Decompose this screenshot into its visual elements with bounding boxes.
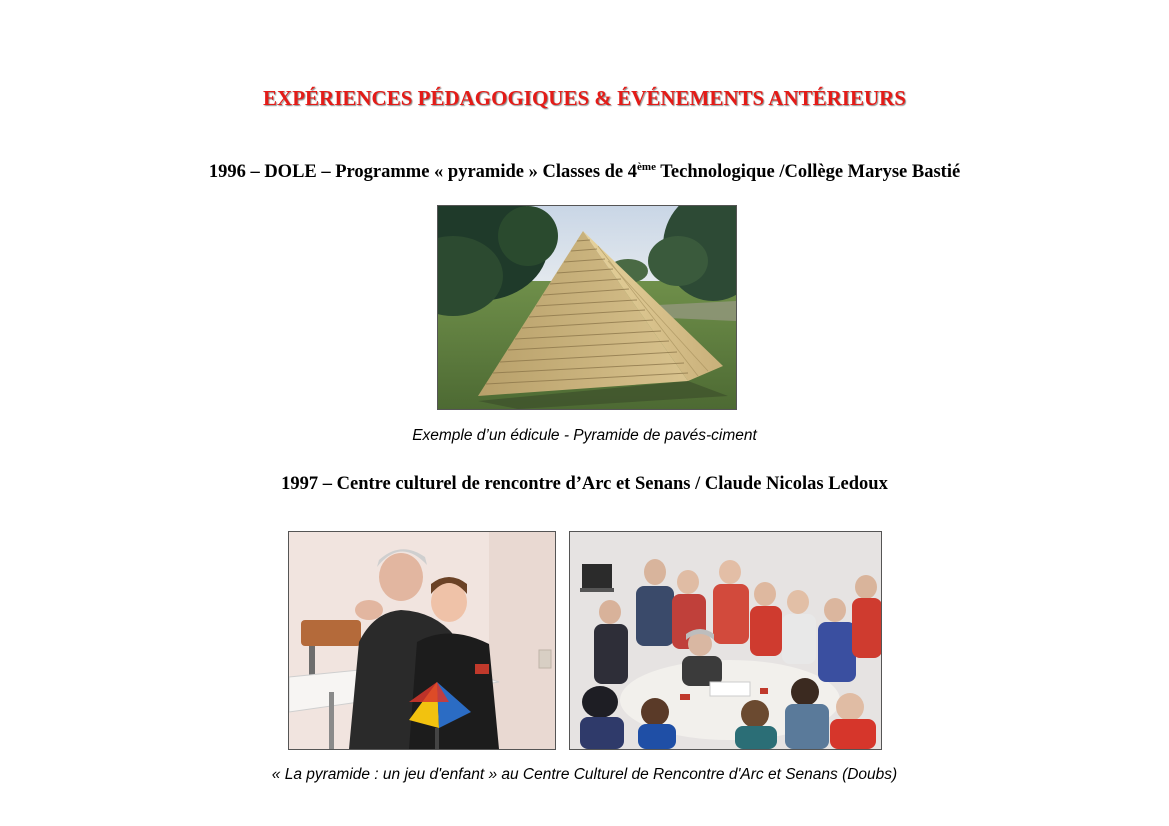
pyramid-photo — [437, 205, 737, 410]
arc-et-senans-caption: « La pyramide : un jeu d'enfant » au Centre Culturel de Rencontre d'Arc et Senans (Doubs) — [271, 766, 898, 783]
heading-1996-text: 1996 – DOLE – Programme « pyramide » Classes de 4 — [208, 162, 638, 182]
page-title: EXPÉRIENCES PÉDAGOGIQUES & ÉVÉNEMENTS ANTÉRIEURS — [263, 86, 906, 110]
section-1996-heading — [0, 161, 1169, 183]
heading-1996-superscript: ème — [637, 161, 656, 173]
section-1997-heading: 1997 – Centre culturel de rencontre d’Arc et Senans / Claude Nicolas Ledoux — [281, 474, 888, 494]
heading-1996-text-end: Technologique /Collège Maryse Bastié — [655, 162, 961, 182]
pyramid-caption: Exemple d’un édicule - Pyramide de pavés-ciment — [412, 427, 757, 444]
man-and-child-photo — [288, 531, 556, 750]
group-of-children-photo — [569, 531, 882, 750]
